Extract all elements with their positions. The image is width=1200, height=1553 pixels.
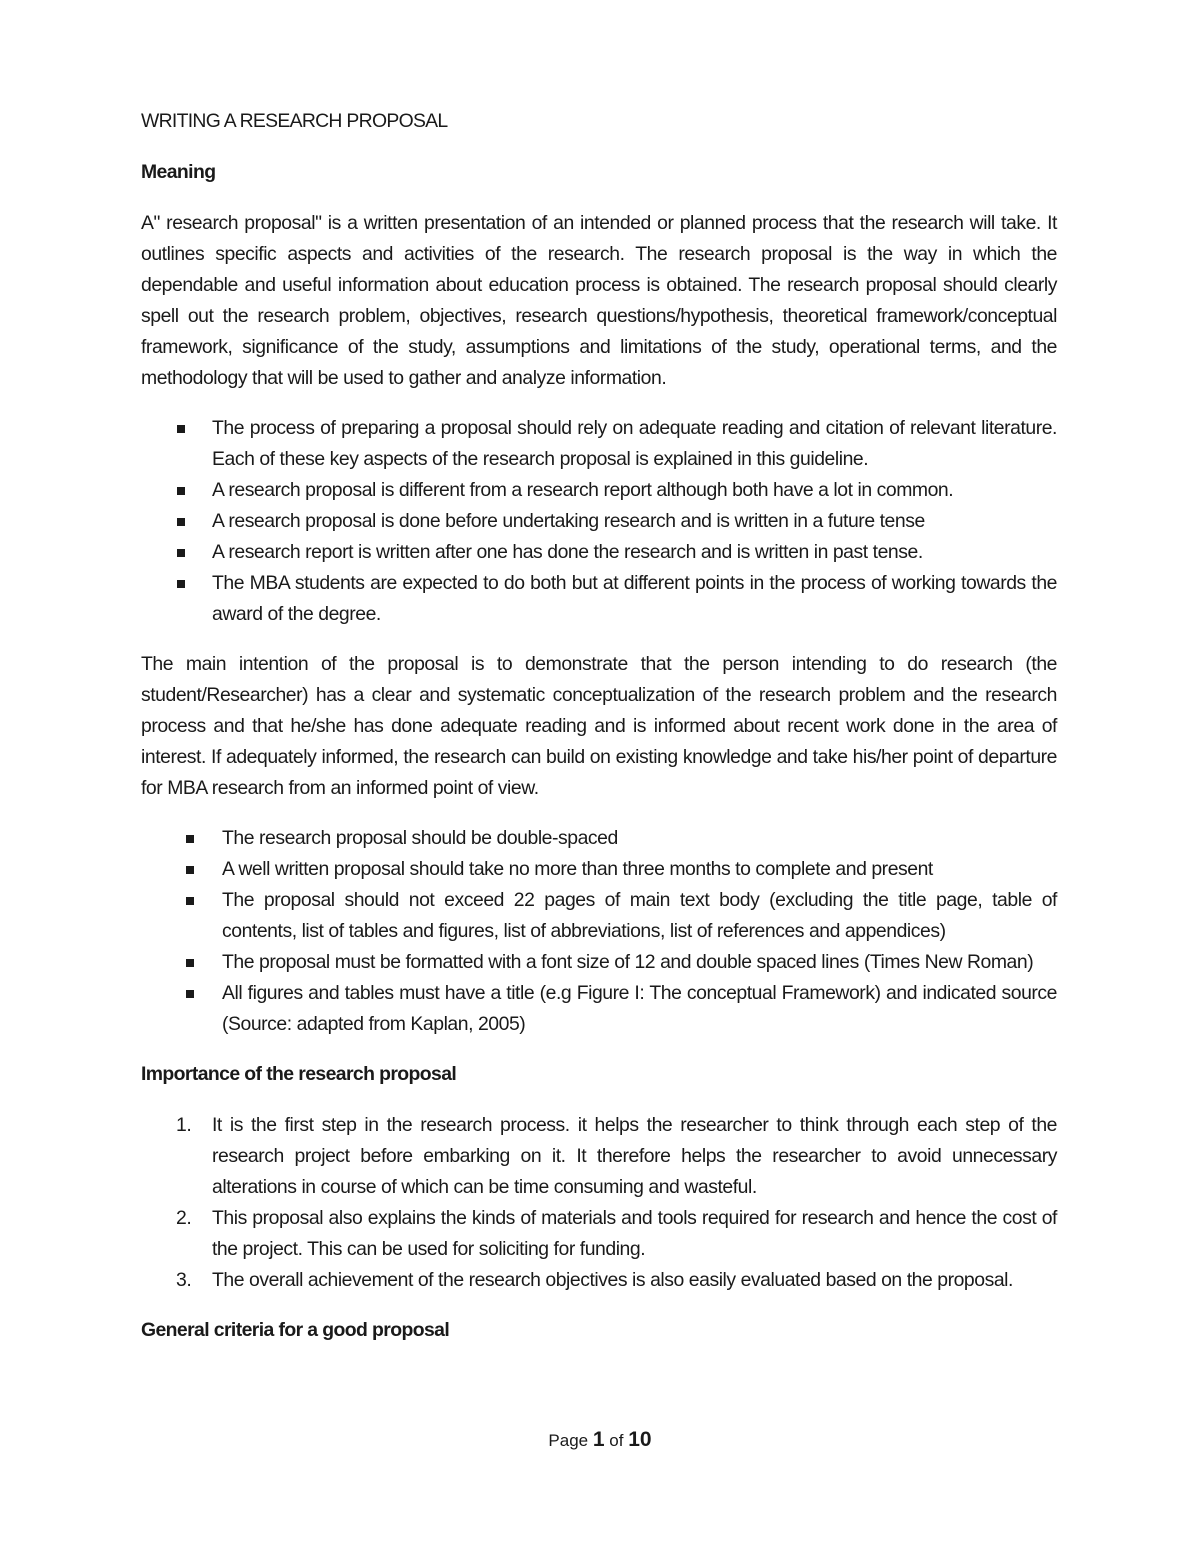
list-item <box>141 1110 1057 1203</box>
list-number: 3. <box>176 1269 192 1291</box>
list-item <box>141 1203 1057 1265</box>
list-item-text: The MBA students are expected to do both but at different points in the process of working towards the award of the degree. <box>212 572 1057 625</box>
list-item <box>141 506 1057 537</box>
square-bullet-icon <box>177 487 185 495</box>
list-item <box>141 823 1057 854</box>
list-number: 2. <box>176 1207 192 1229</box>
page-content <box>141 106 1057 1366</box>
total-pages-number: 10 <box>628 1428 652 1451</box>
current-page-number: 1 <box>592 1428 605 1451</box>
list-item-text: All figures and tables must have a title (e.g Figure I: The conceptual Framework) and indicated source (Source: adapted from Kaplan, 2005) <box>222 982 1057 1035</box>
square-bullet-icon <box>177 518 185 526</box>
square-bullet-icon <box>186 835 194 843</box>
list-item <box>141 854 1057 885</box>
list-item <box>141 947 1057 978</box>
list-item-text: A research proposal is different from a research report although both have a lot in common. <box>212 479 954 501</box>
document-title: WRITING A RESEARCH PROPOSAL <box>141 110 448 132</box>
of-word: of <box>609 1431 624 1450</box>
square-bullet-icon <box>186 866 194 874</box>
meaning-heading: Meaning <box>141 161 216 183</box>
formatting-rules-list <box>141 823 1057 1040</box>
list-item-text: A research proposal is done before undertaking research and is written in a future tense <box>212 510 925 532</box>
list-item <box>141 475 1057 506</box>
importance-heading: Importance of the research proposal <box>141 1063 457 1085</box>
meaning-paragraph: A" research proposal" is a written presentation of an intended or planned process that the research will take. It outlines specific aspects and activities of the research. The research proposal is the way in which the dependable and useful information about education process is obtained. The research proposal should clearly spell out the research problem, objectives, research questions/hypothesis, theoretical framework/conceptual framework, significance of the study, assumptions and limitations of the study, operational terms, and the methodology that will be used to gather and analyze information. <box>141 212 1057 389</box>
list-item-text: A research report is written after one has done the research and is written in past tense. <box>212 541 923 563</box>
square-bullet-icon <box>177 580 185 588</box>
list-item-text: The proposal must be formatted with a font size of 12 and double spaced lines (Times New Roman) <box>222 951 1034 973</box>
list-item <box>141 568 1057 630</box>
square-bullet-icon <box>177 425 185 433</box>
list-item <box>141 537 1057 568</box>
square-bullet-icon <box>186 990 194 998</box>
page-word: Page <box>548 1431 589 1450</box>
list-item-text: The research proposal should be double-spaced <box>222 827 618 849</box>
list-item-text: The overall achievement of the research objectives is also easily evaluated based on the proposal. <box>212 1269 1013 1291</box>
list-item-text: A well written proposal should take no more than three months to complete and present <box>222 858 933 880</box>
importance-list <box>141 1110 1057 1296</box>
page-footer <box>0 1428 1200 1452</box>
square-bullet-icon <box>186 959 194 967</box>
list-item <box>141 1265 1057 1296</box>
square-bullet-icon <box>186 897 194 905</box>
proposal-notes-list <box>141 413 1057 630</box>
list-number: 1. <box>176 1114 192 1136</box>
criteria-heading: General criteria for a good proposal <box>141 1319 450 1341</box>
intention-paragraph: The main intention of the proposal is to demonstrate that the person intending to do research (the student/Researcher) has a clear and systematic conceptualization of the research problem and the research process and that he/she has done adequate reading and is informed about recent work done in the area of interest. If adequately informed, the research can build on existing knowledge and take his/her point of departure for MBA research from an informed point of view. <box>141 653 1057 799</box>
list-item <box>141 978 1057 1040</box>
square-bullet-icon <box>177 549 185 557</box>
list-item <box>141 413 1057 475</box>
list-item-text: The process of preparing a proposal should rely on adequate reading and citation of relevant literature. Each of these key aspects of the research proposal is explained in this guideline. <box>212 417 1057 470</box>
list-item-text: This proposal also explains the kinds of materials and tools required for research and hence the cost of the project. This can be used for soliciting for funding. <box>212 1207 1057 1260</box>
list-item-text: The proposal should not exceed 22 pages of main text body (excluding the title page, table of contents, list of tables and figures, list of abbreviations, list of references and appendices) <box>222 889 1057 942</box>
list-item <box>141 885 1057 947</box>
list-item-text: It is the first step in the research process. it helps the researcher to think through each step of the research project before embarking on it. It therefore helps the researcher to avoid unnecessary alterations in course of which can be time consuming and wasteful. <box>212 1114 1057 1198</box>
